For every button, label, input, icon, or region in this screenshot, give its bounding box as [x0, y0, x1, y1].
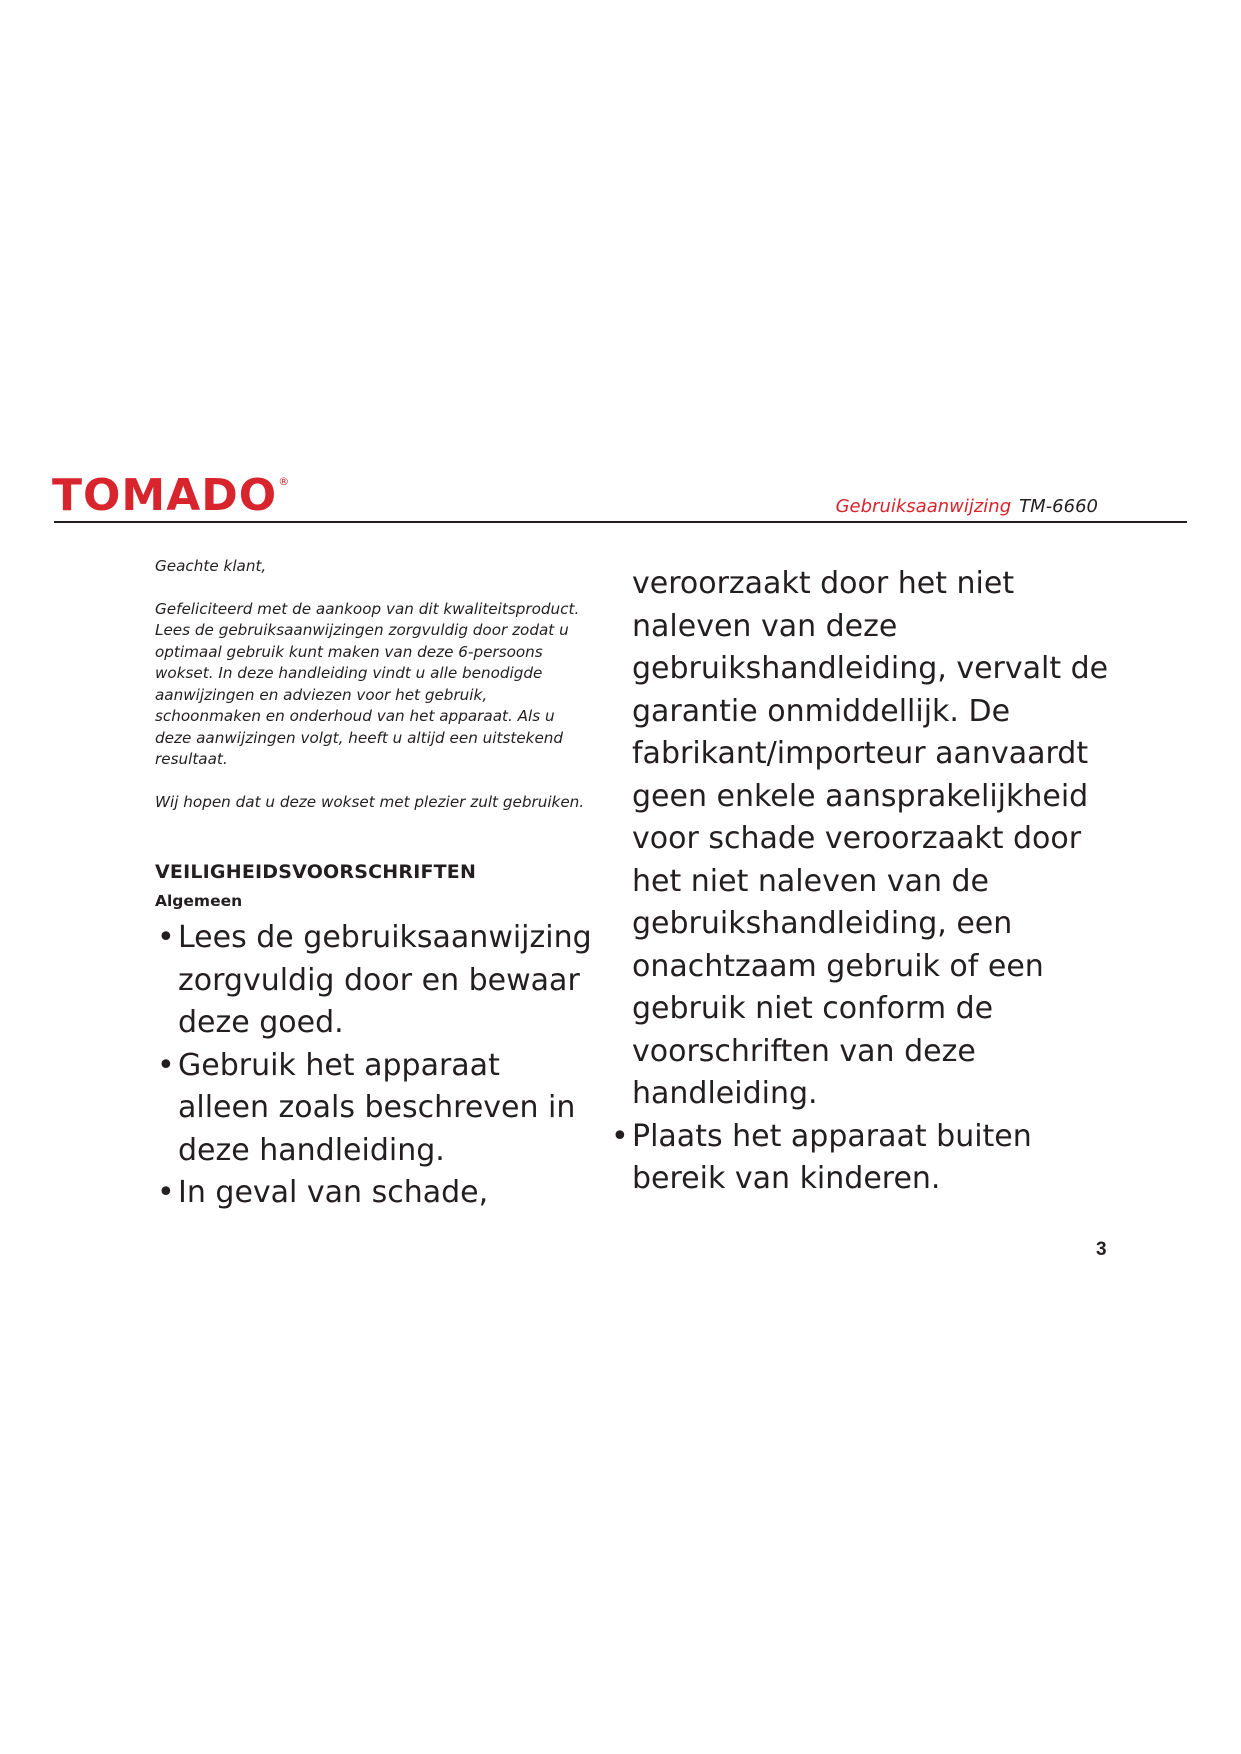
section-title: VEILIGHEIDSVOORSCHRIFTEN: [155, 861, 477, 883]
safety-list: [155, 917, 595, 1215]
header-divider: [54, 521, 1187, 523]
model-number: TM-6660: [1019, 496, 1098, 517]
tomado-logo: [52, 470, 291, 521]
intro-paragraph: Gefeliciteerd met de aankoop van dit kwaliteitsproduct. Lees de gebruiksaanwijzingen zorgvuldig door zodat u optimaal gebruik kunt maken van deze 6-persoons wokset. In deze handleiding vindt u alle benodigde aanwijzingen en adviezen voor het gebruik, schoonmaken en onderhoud van het apparaat. Als u deze aanwijzingen volgt, heeft u altijd een uitstekend resultaat.: [155, 599, 580, 768]
list-item: [155, 1045, 595, 1173]
brand-name: TOMADO: [52, 470, 278, 521]
left-column: [155, 556, 595, 1215]
greeting: Geachte klant,: [155, 557, 267, 575]
bullet: •: [157, 1047, 175, 1083]
list-item: [611, 1116, 1111, 1201]
bullet: •: [611, 1118, 629, 1154]
safety-list-continued: [611, 1116, 1111, 1201]
list-item: [155, 917, 595, 1045]
list-item-text: Gebruik het apparaat alleen zoals beschreven in deze handleiding.: [178, 1047, 576, 1168]
doc-label: Gebruiksaanwijzing: [835, 496, 1012, 517]
page-number: 3: [1096, 1239, 1107, 1260]
document-title: [836, 498, 1098, 516]
list-item: [155, 1172, 595, 1215]
closing-line: Wij hopen dat u deze wokset met plezier zult gebruiken.: [155, 792, 585, 811]
right-column: [611, 563, 1111, 1201]
list-item-text: In geval van schade,: [178, 1175, 489, 1210]
list-item-text: Plaats het apparaat buiten bereik van kinderen.: [632, 1118, 1032, 1196]
list-item-continuation: veroorzaakt door het niet naleven van deze gebruikshandleiding, vervalt de garantie onmiddellijk. De fabrikant/importeur aanvaardt geen enkele aansprakelijkheid voor schade veroorzaakt door het niet naleven van de gebruikshandleiding, een onachtzaam gebruik of een gebruik niet conform de voorschriften van deze handleiding.: [632, 566, 1109, 1111]
registered-mark: ®: [278, 475, 291, 488]
sub-title: Algemeen: [155, 892, 243, 910]
bullet: •: [157, 1175, 175, 1210]
list-item-text: Lees de gebruiksaanwijzing zorgvuldig door en bewaar deze goed.: [178, 920, 592, 1040]
bullet: •: [157, 920, 175, 955]
